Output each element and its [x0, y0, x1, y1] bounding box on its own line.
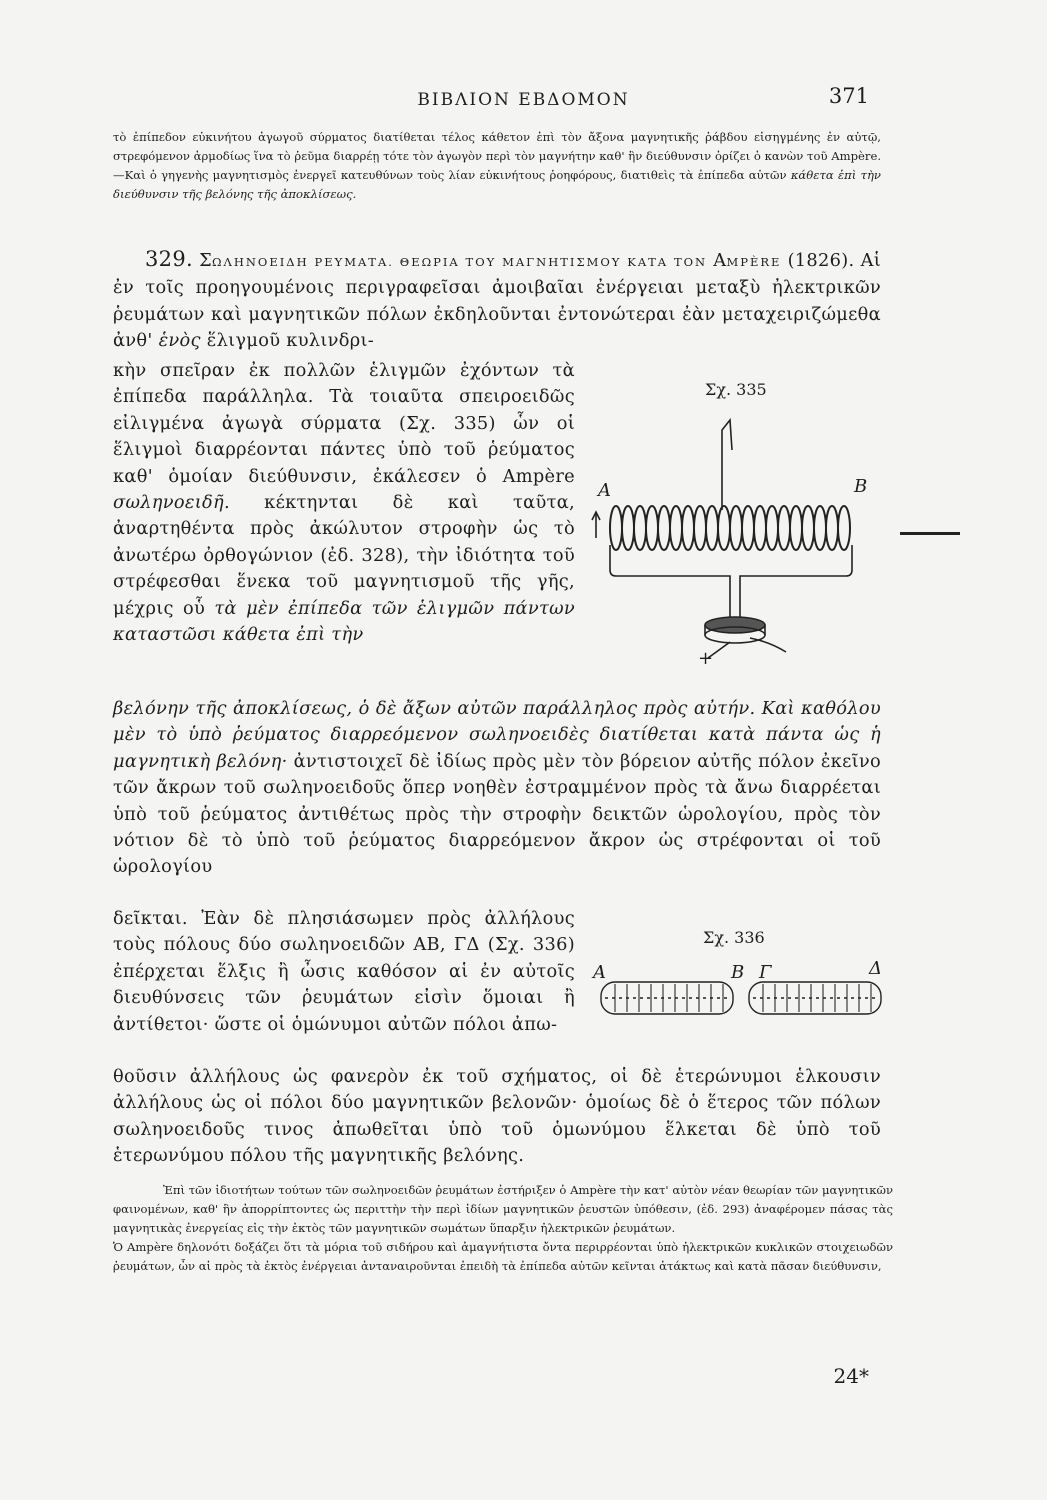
narrow-text-1: κὴν σπεῖραν ἐκ πολλῶν ἑλιγμῶν ἐχόντων τὰ ἐπίπεδα παράλληλα. Τὰ τοιαῦτα σπειροειδῶς εἰλιγμένα ἀγωγὰ σύρματα (Σχ. 335) ὧν οἱ ἕλιγμοὶ διαρρέονται πάντες ὑπὸ τοῦ ῥεύματος καθ' ὁμοίαν διεύθυνσιν, ἐκάλεσεν ὁ Ampère: [113, 360, 575, 487]
section-number: 329.: [145, 247, 193, 271]
intro-text: τὸ ἐπίπεδον εὐκινήτου ἀγωγοῦ σύρματος διατίθεται τέλος κάθετον ἐπὶ τὸν ἄξονα μαγνητικῆς ῥάβδου εἰσηγμένης ἐν αὐτῷ, στρεφόμενον ἁρμοδίως ἵνα τὸ ῥεῦμα διαρρέῃ τότε τὸν ἀγωγὸν περὶ τὸν μαγνήτην καθ' ἣν διεύθυνσιν ὁρίζει ὁ κανὼν τοῦ Ampère.—Καὶ ὁ γηγενὴς μαγνητισμὸς ἐνεργεῖ κατευθύνων τοὺς λίαν εὐκινήτους ῥοηφόρους, διατιθεὶς τὰ ἐπίπεδα αὐτῶν: [113, 130, 881, 182]
section-title-initial: Σ: [199, 250, 212, 271]
figure-335-label-a: A: [598, 480, 611, 501]
figure-336-label-a: A: [593, 962, 606, 983]
figure-336: [585, 928, 895, 1028]
full-text-2: θοῦσιν ἀλλήλους ὡς φανερὸν ἐκ τοῦ σχήματος, οἱ δὲ ἑτερώνυμοι ἑλκουσιν ἀλλήλους ὡς οἱ πόλοι δύο μαγνητικῶν βελονῶν· ὁμοίως δὲ ὁ ἕτερος τῶν πόλων σωληνοειδοῦς τινος ἀπωθεῖται ὑπὸ τοῦ ὁμωνύμου ἕλκεται δὲ ὑπὸ τοῦ ἑτερωνύμου πόλου τῆς μαγνητικῆς βελόνης.: [113, 1066, 881, 1167]
full-text-1: ἀντιστοιχεῖ δὲ ἰδίως πρὸς μὲν τὸν βόρειον αὐτῆς πόλον ἐκεῖνο τῶν ἄκρων τοῦ σωληνοειδοῦς ὅπερ νοηθὲν ἐστραμμένον πρὸς τὰ ἄνω διαρρέεται ὑπὸ τοῦ ῥεύματος ἀντιθέτως πρὸς τὴν στροφὴν δεικτῶν ὡρολογίου, πρὸς τὸν νότιον δὲ τὸ ὑπὸ τοῦ ῥεύματος διαρρεόμενον ἄκρον ὡς στρέφονται οἱ τοῦ ὡρολογίου: [113, 750, 881, 878]
text-after-fig-336: [113, 1064, 881, 1170]
section-title: ΩΛΗΝΟΕΙΔΗ ΡΕΥΜΑΤΑ. ΘΕΩΡΙΑ ΤΟΥ ΜΑΓΝΗΤΙΣΜΟΥ ΚΑΤΑ ΤΟΝ: [212, 255, 708, 269]
section-year: (1826).: [787, 250, 855, 271]
figure-336-label-g: Γ: [759, 962, 772, 983]
section-intro-end: ἕλιγμοῦ κυλινδρι-: [206, 330, 375, 352]
narrow-text-3: δεῖκται. Ἐὰν δὲ πλησιάσωμεν πρὸς ἀλλήλους τοὺς πόλους δύο σωληνοειδῶν ΑΒ, ΓΔ (Σχ. 336) ἐπέρχεται ἕλξις ἢ ὦσις καθόσον αἱ ἐν αὐτοῖς διευθύνσεις τῶν ῥευμάτων εἰσὶν ὅμοιαι ἢ ἀντίθετοι· ὥστε οἱ ὁμώνυμοι αὐτῶν πόλοι ἀπω-: [113, 908, 575, 1035]
margin-mark: [900, 532, 960, 535]
narrow-text-2: κέκτηνται δὲ καὶ ταῦτα, ἀναρτηθέντα πρὸς ἀκώλυτον στροφὴν ὡς τὸ ἀνωτέρω ὀρθογώνιον (ἐδ. 328), τὴν ἰδιότητα τοῦ στρέφεσθαι ἕνεκα τοῦ μαγνητισμοῦ τῆς γῆς, μέχρις οὗ: [113, 492, 575, 619]
footnote: [113, 1181, 893, 1276]
running-head: ΒΙΒΛΙΟΝ ΕΒΔΟΜΟΝ: [417, 90, 630, 110]
figure-336-label-d: Δ: [869, 958, 882, 979]
text-beside-fig-336: [113, 906, 575, 1038]
narrow-italic-1: σωληνοειδῆ.: [113, 492, 230, 514]
section-intro: Αἱ ἐν τοῖς προηγουμένοις περιγραφεῖσαι ἀμοιβαῖαι ἐνέργειαι μεταξὺ ἠλεκτρικῶν ῥευμάτων καὶ μαγνητικῶν πόλων ἐκδηλοῦνται ἐντονώτεραι ἐὰν μεταχειριζώμεθα ἀνθ': [113, 250, 882, 352]
text-after-fig-335: [113, 696, 881, 881]
narrow-italic-2: τὰ μὲν ἐπίπεδα τῶν ἑλιγμῶν πάντων καταστῶσι κάθετα ἐπὶ τὴν: [113, 597, 576, 646]
full-italic-1: βελόνην τῆς ἀποκλίσεως, ὁ δὲ ἄξων αὐτῶν παράλληλος πρὸς αὐτήν. Καὶ καθόλου μὲν τὸ ὑπὸ ῥεύματος διαρρεόμενον σωληνοειδὲς διατίθεται κατὰ πάντα ὡς ἡ μαγνητικὴ βελόνη·: [113, 698, 881, 772]
intro-paragraph: [113, 128, 881, 204]
section-intro-italic: ἑνὸς: [158, 330, 201, 352]
figure-335: [580, 380, 890, 680]
two-solenoids-drawing: [585, 928, 895, 1028]
text-beside-fig-335: [113, 358, 575, 648]
footnote-paragraph-1: Ἐπὶ τῶν ἰδιοτήτων τούτων τῶν σωληνοειδῶν ῥευμάτων ἐστήριξεν ὁ Ampère τὴν κατ' αὐτὸν νέαν θεωρίαν τῶν μαγνητικῶν φαινομένων, καθ' ἣν ἀπορρίπτοντες ὡς περιττὴν τὴν περὶ ἰδίων μαγνητικῶν ῥευστῶν ὑπόθεσιν, (ἐδ. 293) ἀναφέρομεν πάσας τὰς μαγνητικὰς ἐνεργείας εἰς τὴν ἐκτὸς τῶν μαγνητικῶν σωμάτων ὕπαρξιν ἠλεκτρικῶν ῥευμάτων.: [113, 1183, 893, 1235]
section-329: [113, 246, 881, 355]
intro-italic: κάθετα ἐπὶ τὴν διεύθυνσιν τῆς βελόνης τῆς ἀποκλίσεως.: [113, 168, 881, 201]
section-title-cont-initial: A: [713, 250, 727, 271]
figure-336-label-b: B: [731, 962, 745, 983]
figure-336-caption: Σχ. 336: [703, 928, 765, 947]
footnote-paragraph-2: Ὁ Ampère δηλονότι δοξάζει ὅτι τὰ μόρια τοῦ σιδήρου καὶ ἀμαγνήτιστα ὄντα περιρρέονται ὑπὸ ἠλεκτρικῶν κυκλικῶν στοιχειωδῶν ῥευμάτων, ὧν αἱ πρὸς τὰ ἐκτὸς ἐνέργειαι ἀνταναιροῦνται ἐπειδὴ τὰ ἐπίπεδα αὐτῶν κεῖνται ἀτάκτως καὶ κατὰ πᾶσαν διεύθυνσιν,: [113, 1240, 893, 1273]
signature-mark: 24*: [833, 1364, 869, 1388]
section-title-cont: MPÈRE: [726, 255, 782, 269]
page-number: 371: [828, 84, 869, 108]
figure-335-caption: Σχ. 335: [705, 380, 767, 399]
figure-335-label-plus: +: [698, 648, 714, 669]
solenoid-drawing: [580, 380, 890, 680]
figure-335-label-b: B: [854, 476, 868, 497]
